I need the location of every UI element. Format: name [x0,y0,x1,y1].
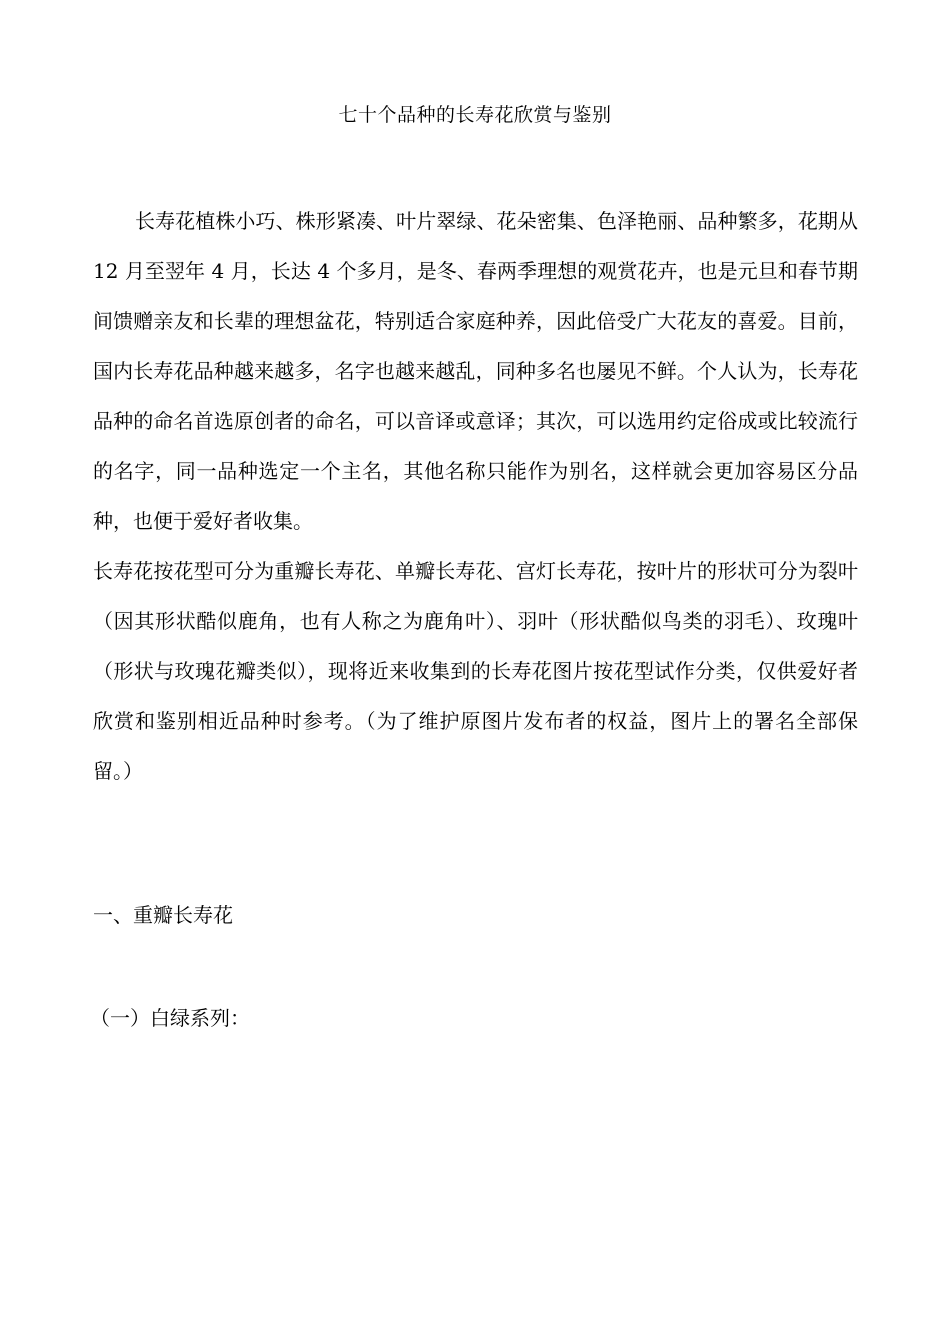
intro-paragraph: 长寿花植株小巧、株形紧凑、叶片翠绿、花朵密集、色泽艳丽、品种繁多，花期从 12 月至翌年 4 月，长达 4 个多月，是冬、春两季理想的观赏花卉，也是元旦和春节期间馈赠亲友和长辈的理想盆花，特别适合家庭种养，因此倍受广大花友的喜爱。目前，国内长寿花品种越来越多，名字也越来越乱，同种多名也屡见不鲜。个人认为，长寿花品种的命名首选原创者的命名，可以音译或意译；其次，可以选用约定俗成或比较流行的名字，同一品种选定一个主名，其他名称只能作为别名，这样就会更加容易区分品种，也便于爱好者收集。 [93,209,858,533]
section-heading: 一、重瓣长寿花 [93,903,233,927]
subsection-heading: （一）白绿系列： [90,1006,250,1030]
document-title: 七十个品种的长寿花欣赏与鉴别 [338,104,612,126]
classification-paragraph: 长寿花按花型可分为重瓣长寿花、单瓣长寿花、宫灯长寿花，按叶片的形状可分为裂叶（因其形状酷似鹿角，也有人称之为鹿角叶）、羽叶（形状酷似鸟类的羽毛）、玫瑰叶（形状与玫瑰花瓣类似），现将近来收集到的长寿花图片按花型试作分类，仅供爱好者欣赏和鉴别相近品种时参考。（为了维护原图片发布者的权益，图片上的署名全部保留。） [93,559,858,783]
